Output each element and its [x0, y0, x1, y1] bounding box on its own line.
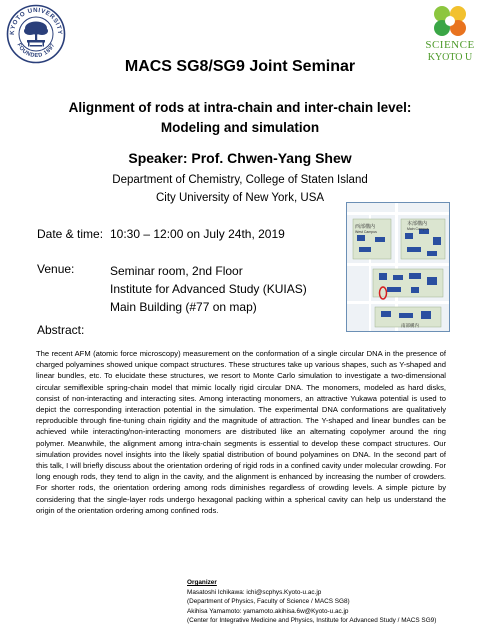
organizer-line4: (Center for Integrative Medicine and Physics, Institute for Advanced Study / MACS SG9) — [187, 617, 437, 625]
venue-line2: Institute for Advanced Study (KUIAS) — [110, 282, 307, 296]
venue-line3: Main Building (#77 on map) — [110, 300, 257, 314]
organizer-line2: (Department of Physics, Faculty of Science / MACS SG8) — [187, 598, 350, 606]
venue-line1: Seminar room, 2nd Floor — [110, 264, 243, 278]
speaker-line: Speaker: Prof. Chwen-Yang Shew — [128, 150, 352, 166]
venue-value — [110, 262, 307, 316]
abstract-body: The recent AFM (atomic force microscopy) measurement on the conformation of a single circular DNA in the presence of charged polyamines showed unique compact structures. These structures take up various shapes, such as Y-shaped and linear bundles, etc. To elucidate these structures, we resort to Monte Carlo simulation to investigate a two-dimensional circular semiflexible spring-chain model that mimic locally rigid circular DNA. The monomers, modeled as hard disks, consist of non-interacting and interacting sites. Among interacting monomers, an attractive Yukawa potential is used to depict the corresponding interaction potential in the simulation. The experimental DNA conformations are qualitatively reproducible through fine-tuning chain rigidity and the magnitude of attraction. The Y-shaped and linear bundles can be achieved while interacting/non-interacting monomers are distributed like an alternating copolymer around the ring polymer. Meanwhile, the alignment among intra-chain segments is essential to develop these compact structures. Our simulation provides novel insights into the likely spatial distribution of bound polyamines on DNA. In the second part of this talk, I will briefly discuss about the orientation ordering of rigid rods in a confined cavity under molecular crowding. For long enough rods, they tend to align in the cavity, and the alignment is enhanced by increasing the number of crowders. For shorter rods, the orientation ordering among rods diminishes regardless of crowding levels. A simple picture by considering that the single-layer rods undergo hexagonal packing within a spherical cavity can help us understand the origin of the orientation ordering among confined rods. — [36, 349, 446, 515]
clover-icon — [420, 2, 480, 40]
venue-label: Venue: — [37, 262, 75, 276]
svg-text:Main Campus: Main Campus — [407, 227, 429, 231]
talk-title — [20, 98, 460, 138]
organizer-title: Organizer — [187, 579, 217, 586]
affiliation-line1: Department of Chemistry, College of Staten Island — [112, 174, 368, 186]
abstract-heading: Abstract: — [37, 323, 85, 337]
organizer-block — [187, 578, 436, 626]
organizer-line3: Akihisa Yamamoto: yamamoto.akihisa.6w@Kyoto-u.ac.jp — [187, 607, 349, 615]
map-label-south: 南部構内 — [401, 324, 419, 329]
svg-text:FOUNDED 1897: FOUNDED 1897 — [15, 42, 57, 60]
science-kyoto-u-logo — [420, 2, 480, 66]
map-label-west: 西部構内 — [355, 224, 376, 230]
organizer-line1: Masatoshi Ichikawa: ichi@scphys.Kyoto-u.ac.jp — [187, 588, 322, 596]
map-label-main: 本部構内 — [407, 221, 428, 227]
campus-map — [346, 202, 450, 332]
svg-text:West Campus: West Campus — [355, 230, 377, 234]
svg-text:KYOTO UNIVERSITY: KYOTO UNIVERSITY — [8, 6, 64, 36]
affiliation-line2: City University of New York, USA — [155, 192, 325, 204]
datetime-label: Date & time: — [37, 227, 104, 241]
seminar-title: MACS SG8/SG9 Joint Seminar — [124, 58, 356, 75]
datetime-value: 10:30 – 12:00 on July 24th, 2019 — [110, 227, 285, 241]
kyoto-u-label: KYOTO U — [427, 52, 473, 63]
talk-title-line1: Alignment of rods at intra-chain and inter-chain level: — [68, 100, 412, 115]
talk-title-line2: Modeling and simulation — [160, 120, 320, 135]
science-label: SCIENCE — [425, 39, 475, 51]
kyoto-university-logo — [6, 4, 66, 64]
